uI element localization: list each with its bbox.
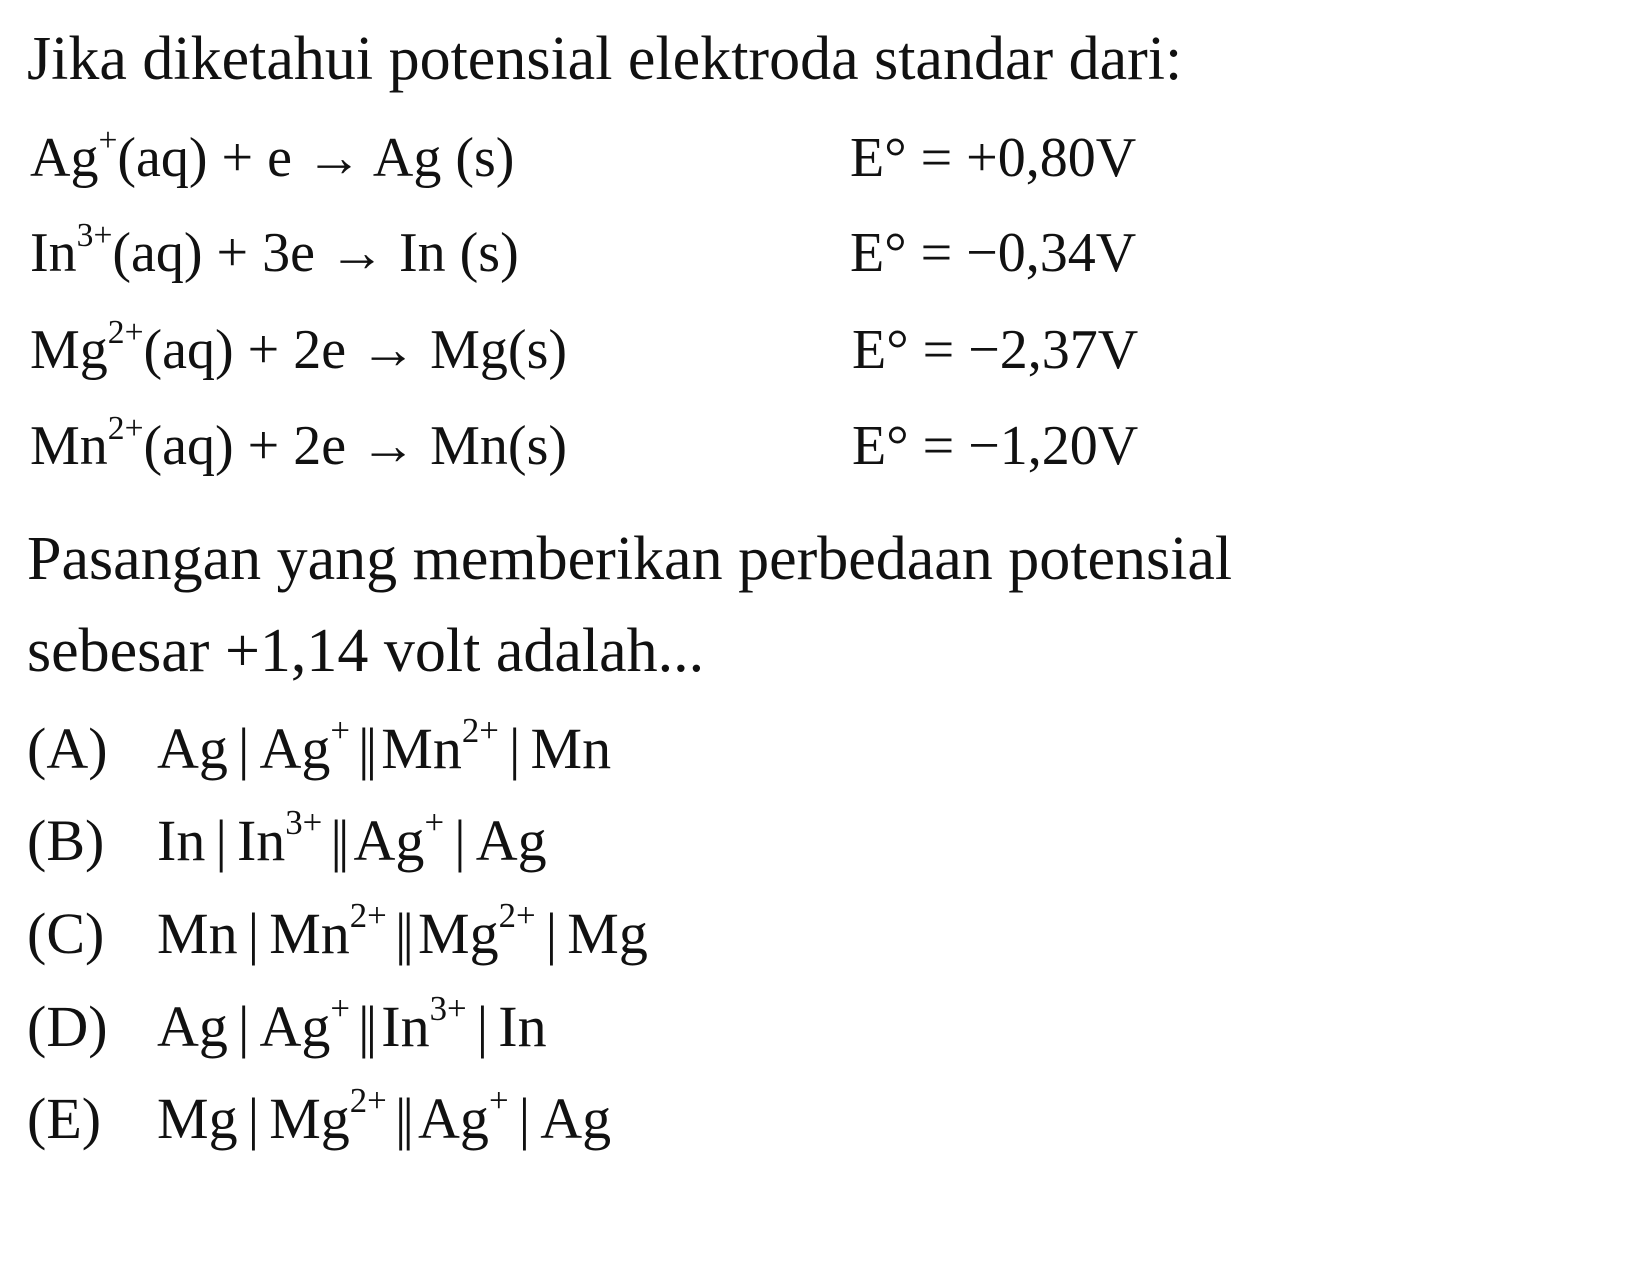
reaction-charge: 2+ — [107, 314, 144, 352]
phase-separator: | — [237, 994, 250, 1059]
reaction-potential: E° = −0,34V — [850, 222, 1137, 284]
option-cathode-metal: Mg — [567, 901, 648, 966]
reaction-potential: E° = +0,80V — [850, 127, 1137, 189]
option-cathode-metal: Ag — [475, 808, 547, 873]
reaction-equation — [30, 314, 568, 381]
reaction-species: Mg — [30, 319, 108, 381]
reaction-row — [30, 217, 1137, 284]
option-anode-charge: + — [330, 711, 351, 751]
reaction-rest: (aq) + 2e → Mn(s) — [143, 415, 568, 477]
salt-bridge: || — [358, 716, 374, 781]
option-cathode-ion: Mn — [381, 716, 462, 781]
phase-separator: | — [476, 994, 489, 1059]
reaction-rest: (aq) + 3e → In (s) — [112, 222, 519, 284]
option-anode-charge: 2+ — [349, 1081, 387, 1121]
option-anode-ion: Ag — [259, 716, 331, 781]
option-label: (E) — [27, 1086, 102, 1151]
option-e[interactable] — [27, 1081, 612, 1151]
reaction-equation — [30, 217, 519, 284]
option-anode-metal: In — [157, 808, 206, 873]
option-cathode-charge: 2+ — [498, 896, 536, 936]
option-label: (C) — [27, 901, 105, 966]
reaction-row — [30, 410, 1139, 477]
phase-separator: | — [545, 901, 558, 966]
option-cathode-charge: 3+ — [429, 989, 467, 1029]
option-cathode-metal: Ag — [540, 1086, 612, 1151]
option-label: (D) — [27, 994, 108, 1059]
reaction-rest: (aq) + e → Ag (s) — [117, 127, 515, 189]
option-anode-metal: Mn — [157, 901, 238, 966]
option-anode-metal: Ag — [157, 716, 228, 781]
option-anode-ion: Mg — [269, 1086, 350, 1151]
phase-separator: | — [247, 1086, 260, 1151]
question-line-1: Pasangan yang memberikan perbedaan potensial — [27, 525, 1233, 593]
reaction-rest: (aq) + 2e → Mg(s) — [143, 319, 568, 381]
option-anode-metal: Ag — [157, 994, 228, 1059]
reaction-equation — [30, 122, 515, 189]
option-anode-charge: 2+ — [349, 896, 387, 936]
option-cathode-charge: 2+ — [461, 711, 499, 751]
option-anode-charge: 3+ — [285, 803, 323, 843]
reaction-species: In — [30, 222, 77, 284]
reaction-equation — [30, 410, 568, 477]
option-d[interactable] — [27, 989, 547, 1059]
option-anode-metal: Mg — [157, 1086, 238, 1151]
reaction-charge: + — [98, 122, 118, 160]
option-anode-ion: Mn — [269, 901, 350, 966]
option-anode-ion: In — [236, 808, 286, 873]
option-cathode-metal: In — [498, 994, 547, 1059]
option-cathode-charge: + — [488, 1081, 509, 1121]
phase-separator: | — [454, 808, 466, 873]
phase-separator: | — [215, 808, 227, 873]
salt-bridge: || — [330, 808, 346, 873]
reaction-row — [30, 122, 1137, 189]
option-label: (A) — [27, 716, 108, 781]
option-c[interactable] — [27, 896, 648, 966]
phase-separator: | — [518, 1086, 531, 1151]
option-a[interactable] — [27, 711, 612, 781]
option-cathode-metal: Mn — [530, 716, 612, 781]
intro-text: Jika diketahui potensial elektroda standar dari: — [27, 25, 1183, 93]
phase-separator: | — [508, 716, 521, 781]
option-anode-ion: Ag — [259, 994, 331, 1059]
reaction-species: Ag — [30, 127, 99, 189]
reaction-species: Mn — [30, 415, 108, 477]
reaction-charge: 3+ — [76, 217, 113, 255]
salt-bridge: || — [394, 1086, 411, 1151]
option-b[interactable] — [27, 803, 547, 873]
salt-bridge: || — [394, 901, 411, 966]
option-cathode-ion: Mg — [418, 901, 499, 966]
reaction-potential: E° = −2,37V — [852, 319, 1139, 381]
option-cathode-ion: In — [381, 994, 430, 1059]
reaction-row — [30, 314, 1139, 381]
option-cathode-charge: + — [424, 803, 445, 843]
option-anode-charge: + — [330, 989, 351, 1029]
question-line-2: sebesar +1,14 volt adalah... — [27, 617, 705, 685]
reaction-charge: 2+ — [107, 410, 144, 448]
option-label: (B) — [27, 808, 105, 873]
option-cathode-ion: Ag — [353, 808, 425, 873]
option-cathode-ion: Ag — [418, 1086, 489, 1151]
phase-separator: | — [247, 901, 260, 966]
reaction-potential: E° = −1,20V — [852, 415, 1139, 477]
salt-bridge: || — [358, 994, 374, 1059]
phase-separator: | — [237, 716, 250, 781]
